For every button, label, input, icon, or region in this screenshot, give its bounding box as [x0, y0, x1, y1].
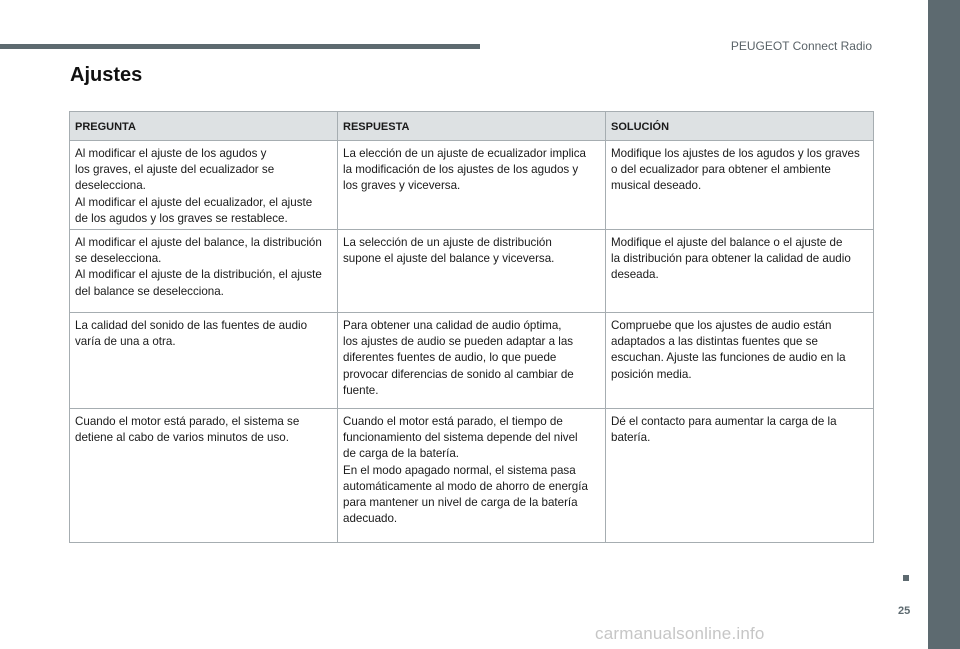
column-header-respuesta: RESPUESTA: [338, 112, 606, 141]
cell-text-line: La calidad del sonido de las fuentes de audio: [75, 319, 308, 332]
table-row: [70, 409, 874, 543]
cell-text-line: de carga de la batería.: [343, 447, 460, 461]
cell-text-line: Modifique el ajuste del balance o el ajuste de: [611, 236, 843, 249]
cell-text-line: La selección de un ajuste de distribución: [343, 236, 552, 249]
cell-text-line: provocar diferencias de sonido al cambiar de: [343, 367, 574, 381]
cell-text-line: deseada.: [611, 268, 659, 282]
table-cell-solucion: [606, 230, 874, 313]
cell-text-line: los graves, el ajuste del ecualizador se: [75, 163, 275, 177]
page-title: Ajustes: [70, 64, 143, 86]
cell-text-line: La elección de un ajuste de ecualizador implica: [343, 147, 586, 160]
side-strip: [928, 0, 960, 649]
page-marker: [903, 575, 909, 581]
table-row: [70, 230, 874, 313]
cell-text-line: varía de una a otra.: [75, 335, 176, 349]
table-row: [70, 313, 874, 409]
table-cell-respuesta: [338, 409, 606, 543]
table-cell-solucion: [606, 409, 874, 543]
table-body: [70, 141, 874, 543]
settings-table: [69, 111, 874, 543]
table-row: [70, 141, 874, 230]
cell-text-line: adecuado.: [343, 512, 398, 526]
cell-text-line: Al modificar el ajuste del ecualizador, el ajuste: [75, 195, 313, 209]
table-cell-pregunta: [70, 313, 338, 409]
cell-text-line: diferentes fuentes de audio, lo que puede: [343, 351, 557, 365]
cell-text-line: musical deseado.: [611, 179, 702, 193]
cell-text-line: Compruebe que los ajustes de audio están: [611, 319, 832, 332]
table-cell-respuesta: [338, 141, 606, 230]
brand-label: PEUGEOT Connect Radio: [730, 39, 872, 53]
cell-text-line: detiene al cabo de varios minutos de uso.: [75, 431, 289, 445]
table-cell-pregunta: [70, 230, 338, 313]
cell-text-line: En el modo apagado normal, el sistema pasa: [343, 463, 576, 477]
header-rule: [0, 44, 480, 49]
cell-text-line: posición media.: [611, 367, 692, 381]
cell-text-line: funcionamiento del sistema depende del nivel: [343, 431, 578, 445]
cell-text-line: automáticamente al modo de ahorro de energía: [343, 479, 588, 493]
cell-text-line: Al modificar el ajuste de los agudos y: [75, 147, 267, 160]
column-header-solucion: SOLUCIÓN: [606, 112, 874, 141]
cell-text-line: adaptados a las distintas fuentes que se: [611, 335, 818, 349]
table-cell-respuesta: [338, 230, 606, 313]
cell-text-line: se deselecciona.: [75, 252, 162, 266]
watermark: carmanualsonline.info: [595, 624, 765, 643]
cell-text-line: para mantener un nivel de carga de la batería: [343, 496, 578, 510]
cell-text-line: la modificación de los ajustes de los agudos y: [343, 163, 579, 177]
cell-text-line: batería.: [611, 431, 651, 445]
cell-text-line: Al modificar el ajuste de la distribución, el ajuste: [75, 268, 322, 282]
cell-text-line: escuchan. Ajuste las funciones de audio en la: [611, 351, 846, 365]
cell-text-line: supone el ajuste del balance y viceversa.: [343, 252, 555, 266]
table-cell-pregunta: [70, 409, 338, 543]
cell-text-line: Modifique los ajustes de los agudos y los graves: [611, 147, 860, 160]
cell-text-line: los graves y viceversa.: [343, 179, 461, 193]
cell-text-line: Cuando el motor está parado, el tiempo de: [343, 415, 563, 428]
cell-text-line: fuente.: [343, 383, 379, 397]
cell-text-line: Dé el contacto para aumentar la carga de la: [611, 415, 837, 428]
table-header-row: [70, 112, 874, 141]
cell-text-line: Al modificar el ajuste del balance, la distribución: [75, 236, 322, 249]
cell-text-line: Para obtener una calidad de audio óptima,: [343, 319, 562, 332]
column-header-pregunta: PREGUNTA: [70, 112, 338, 141]
table-cell-respuesta: [338, 313, 606, 409]
cell-text-line: del balance se deselecciona.: [75, 284, 224, 298]
page-number: 25: [898, 605, 911, 617]
cell-text-line: de los agudos y los graves se restablece.: [75, 211, 288, 225]
cell-text-line: o del ecualizador para obtener el ambiente: [611, 163, 831, 177]
table-cell-solucion: [606, 141, 874, 230]
cell-text-line: Cuando el motor está parado, el sistema se: [75, 415, 300, 428]
cell-text-line: deselecciona.: [75, 179, 146, 193]
table-cell-solucion: [606, 313, 874, 409]
table-cell-pregunta: [70, 141, 338, 230]
cell-text-line: los ajustes de audio se pueden adaptar a las: [343, 335, 574, 349]
cell-text-line: la distribución para obtener la calidad de audio: [611, 252, 851, 266]
